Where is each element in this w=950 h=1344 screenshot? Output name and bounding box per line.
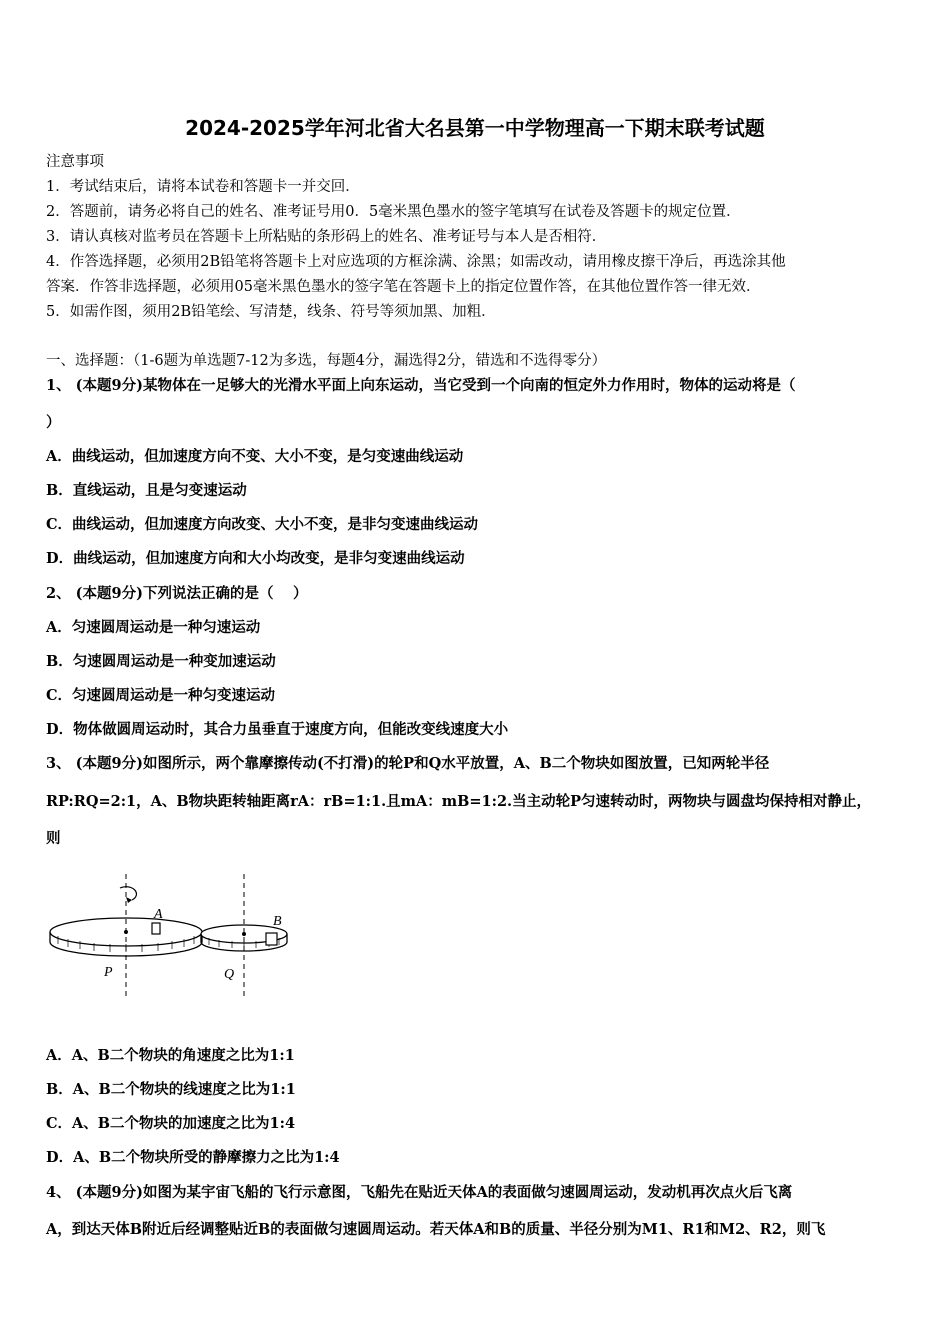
label-a: A — [154, 907, 163, 922]
question-4-stem-cont: A，到达天体B附近后经调整贴近B的表面做匀速圆周运动。若天体A和B的质量、半径分别为M1、R1和M2、R2，则飞 — [46, 1221, 826, 1238]
question-3-option-c: C．A、B二个物块的加速度之比为1:4 — [46, 1115, 296, 1132]
friction-wheels-figure — [44, 868, 304, 1003]
question-2-option-d: D．物体做圆周运动时，其合力虽垂直于速度方向，但能改变线速度大小 — [46, 721, 509, 738]
notice-item: 4．作答选择题，必须用2B铅笔将答题卡上对应选项的方框涂满、涂黑；如需改动，请用橡皮擦干净后，再选涂其他 — [46, 254, 786, 270]
question-3-stem-end: 则 — [46, 830, 61, 847]
question-2-option-a: A．匀速圆周运动是一种匀速运动 — [46, 619, 261, 636]
question-3-stem-cont: RP:RQ=2:1，A、B物块距转轴距离rA：rB=1:1.且mA：mB=1:2.当主动轮P匀速转动时，两物块与圆盘均保持相对静止， — [46, 793, 871, 810]
notice-item: 2．答题前，请务必将自己的姓名、准考证号用0．5毫米黑色墨水的签字笔填写在试卷及答题卡的规定位置． — [46, 204, 741, 220]
question-1-option-c: C．曲线运动，但加速度方向改变、大小不变，是非匀变速曲线运动 — [46, 516, 479, 533]
question-1-option-d: D．曲线运动，但加速度方向和大小均改变，是非匀变速曲线运动 — [46, 550, 465, 567]
section-heading: 一、选择题：（1-6题为单选题7-12为多选，每题4分，漏选得2分，错选和不选得零分） — [46, 353, 607, 369]
question-2-option-c: C．匀速圆周运动是一种匀变速运动 — [46, 687, 276, 704]
notice-item: 1．考试结束后，请将本试卷和答题卡一并交回． — [46, 179, 360, 195]
notice-item: 答案．作答非选择题，必须用05毫米黑色墨水的签字笔在答题卡上的指定位置作答，在其他位置作答一律无效． — [46, 279, 761, 295]
question-1-stem-cont: ） — [46, 414, 61, 431]
question-1-option-b: B．直线运动，且是匀变速运动 — [46, 482, 247, 499]
notice-item: 3．请认真核对监考员在答题卡上所粘贴的条形码上的姓名、准考证号与本人是否相符． — [46, 229, 607, 245]
question-2-stem: 2、 (本题9分)下列说法正确的是（ ） — [46, 585, 308, 602]
label-b: B — [273, 914, 282, 929]
question-4-stem: 4、 (本题9分)如图为某宇宙飞船的飞行示意图，飞船先在贴近天体A的表面做匀速圆周运动，发动机再次点火后飞离 — [46, 1184, 793, 1201]
rotation-arrow-icon — [120, 887, 136, 900]
block-b — [266, 933, 277, 945]
question-3-option-b: B．A、B二个物块的线速度之比为1:1 — [46, 1081, 296, 1098]
question-3-option-d: D．A、B二个物块所受的静摩擦力之比为1:4 — [46, 1149, 340, 1166]
block-a — [152, 923, 160, 934]
label-p: P — [104, 965, 113, 980]
question-1-option-a: A．曲线运动，但加速度方向不变、大小不变，是匀变速曲线运动 — [46, 448, 464, 465]
page-title: 2024-2025学年河北省大名县第一中学物理高一下期末联考试题 — [185, 116, 765, 140]
notice-heading: 注意事项 — [46, 154, 104, 170]
question-2-option-b: B．匀速圆周运动是一种变加速运动 — [46, 653, 276, 670]
question-3-stem: 3、 (本题9分)如图所示，两个靠摩擦传动(不打滑)的轮P和Q水平放置，A、B二个物块如图放置，已知两轮半径 — [46, 755, 770, 772]
label-q: Q — [224, 967, 235, 982]
notice-item: 5．如需作图，须用2B铅笔绘、写清楚，线条、符号等须加黑、加粗． — [46, 304, 496, 320]
question-1-stem: 1、 (本题9分)某物体在一足够大的光滑水平面上向东运动，当它受到一个向南的恒定外力作用时，物体的运动将是（ — [46, 377, 796, 394]
question-3-option-a: A．A、B二个物块的角速度之比为1:1 — [46, 1047, 295, 1064]
